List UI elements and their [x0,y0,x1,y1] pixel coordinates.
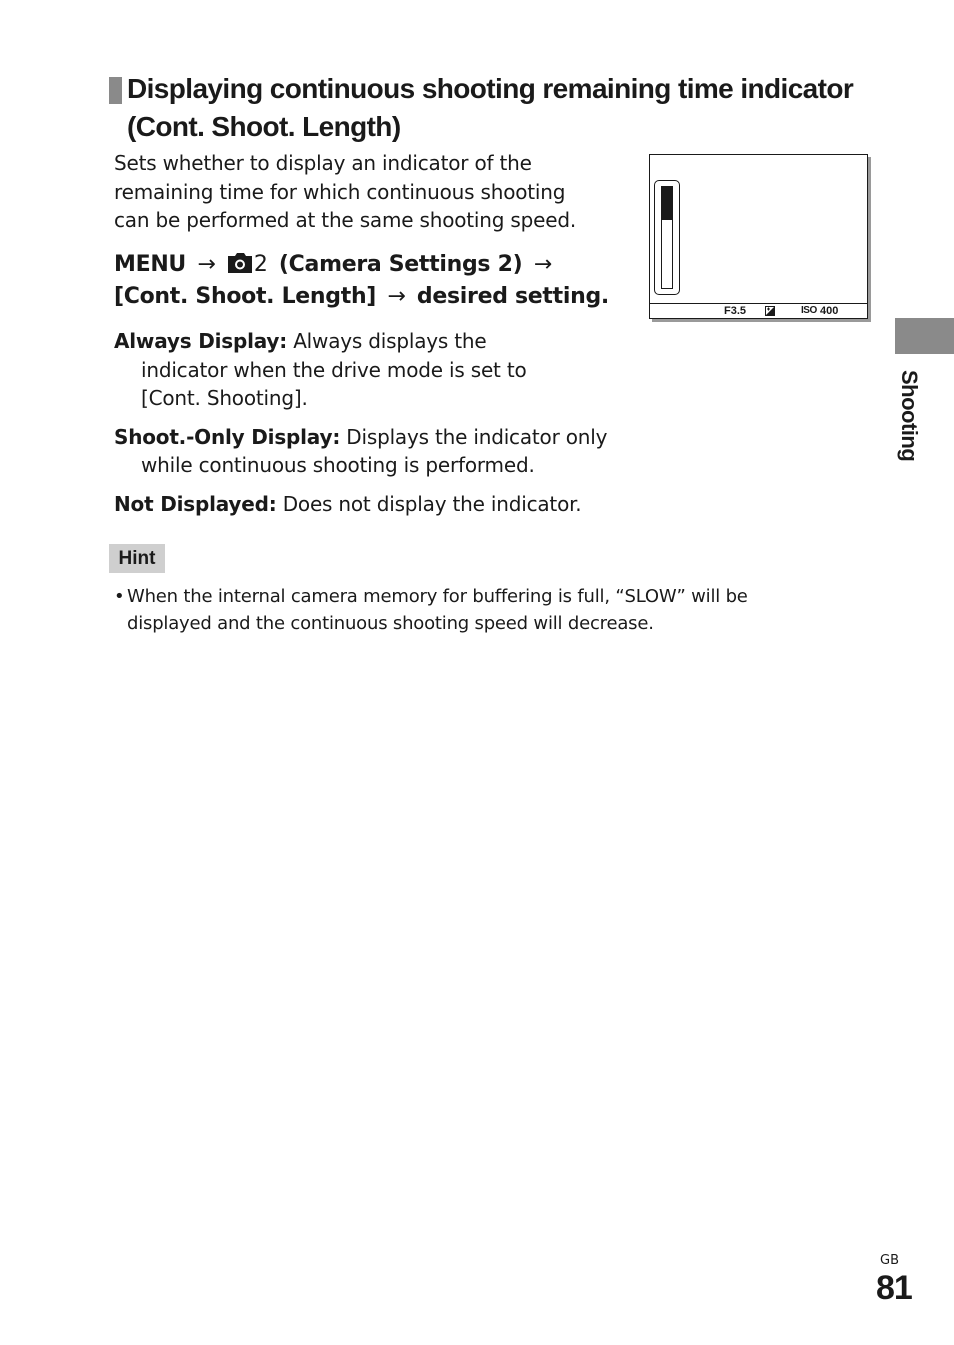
menu-label: MENU [114,252,186,277]
section-tab-marker [895,318,954,354]
menu-path-line-2 [114,281,634,313]
region-code: GB [880,1253,899,1268]
option-shoot-only-display [114,423,634,480]
menu-item: [Cont. Shoot. Length] [114,284,377,309]
intro-line-2: remaining time for which continuous shooting [114,179,566,204]
page-number: 81 [876,1269,912,1307]
hint-line-1: When the internal camera memory for buffering is full, “SLOW” will be [127,586,748,607]
hint-line-2: displayed and the continuous shooting speed will decrease. [127,613,654,634]
hint-text [114,583,814,637]
option-line: while continuous shooting is performed. [141,453,535,477]
aperture-value: F3.5 [724,305,747,317]
arrow-icon: → [197,252,216,277]
iso-label: ISO [801,305,817,316]
option-line [114,327,634,356]
preview-status-bar [650,303,867,318]
title-marker [109,77,122,104]
indicator-fill [662,187,672,220]
menu-tab-number: 2 [253,252,268,277]
hint-badge: Hint [109,544,165,573]
camera-icon [227,253,253,273]
option-term: Not Displayed: [114,491,277,516]
option-description: Displays the indicator only [340,424,608,449]
option-not-displayed [114,490,634,519]
option-line [114,423,634,452]
option-line: [Cont. Shooting]. [141,386,308,410]
intro-line-3: can be performed at the same shooting speed. [114,208,576,232]
menu-path [114,249,634,313]
intro-line-1: Sets whether to display an indicator of the [114,151,532,175]
arrow-icon: → [387,284,406,309]
iso-value: 400 [820,305,839,317]
option-description: Always displays the [287,329,487,353]
options-list [114,327,634,528]
option-always-display [114,327,634,413]
menu-path-line-1 [114,249,634,281]
intro-paragraph [114,149,634,235]
page-title-line-2: (Cont. Shoot. Length) [127,111,401,142]
option-line [114,490,634,519]
option-term: Always Display: [114,329,288,353]
arrow-icon: → [533,252,552,277]
page-title [127,70,887,146]
page-title-line-1: Displaying continuous shooting remaining time indicator [127,73,854,104]
indicator-track [661,186,673,289]
bullet-icon: • [114,586,125,607]
option-description: Does not display the indicator. [276,491,582,516]
menu-tab-name: (Camera Settings 2) [278,252,523,277]
remaining-time-indicator [654,180,680,295]
section-label: Shooting [897,370,922,462]
screen-preview [649,154,868,319]
option-line: indicator when the drive mode is set to [141,357,527,382]
option-term: Shoot.-Only Display: [114,424,341,449]
menu-setting: desired setting. [416,284,609,309]
exposure-comp-icon [765,306,775,316]
